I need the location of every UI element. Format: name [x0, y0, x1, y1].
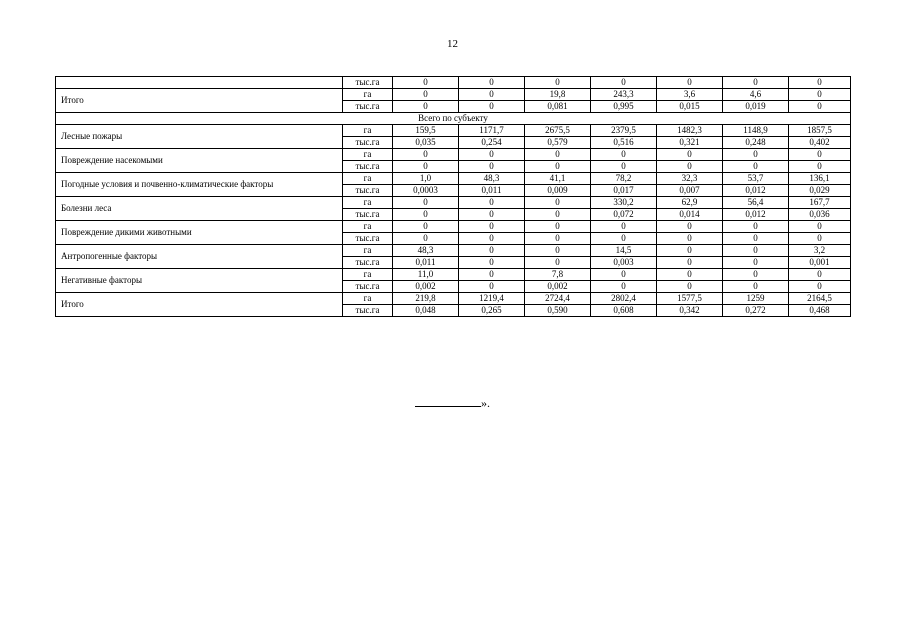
value-cell: 0 [723, 281, 789, 293]
value-cell: 0,590 [525, 305, 591, 317]
unit-cell: тыс.га [343, 257, 393, 269]
value-cell: 0 [657, 149, 723, 161]
value-cell: 1857,5 [789, 125, 851, 137]
value-cell: 0,0003 [393, 185, 459, 197]
value-cell: 0 [789, 161, 851, 173]
value-cell: 14,5 [591, 245, 657, 257]
section-row [56, 113, 851, 125]
value-cell: 0,017 [591, 185, 657, 197]
value-cell: 0 [393, 149, 459, 161]
value-cell: 219,8 [393, 293, 459, 305]
unit-cell: га [343, 125, 393, 137]
table-row [56, 245, 851, 257]
value-cell: 2379,5 [591, 125, 657, 137]
value-cell: 48,3 [459, 173, 525, 185]
value-cell: 0,579 [525, 137, 591, 149]
table-row [56, 149, 851, 161]
value-cell: 0 [657, 233, 723, 245]
value-cell: 0,036 [789, 209, 851, 221]
table-row [56, 125, 851, 137]
value-cell: 0 [393, 89, 459, 101]
row-label: Повреждение дикими животными [56, 221, 343, 245]
value-cell: 0,342 [657, 305, 723, 317]
value-cell: 0 [459, 245, 525, 257]
value-cell: 0 [393, 221, 459, 233]
value-cell: 11,0 [393, 269, 459, 281]
unit-cell: га [343, 197, 393, 209]
value-cell: 53,7 [723, 173, 789, 185]
value-cell: 243,3 [591, 89, 657, 101]
value-cell: 1259 [723, 293, 789, 305]
value-cell: 78,2 [591, 173, 657, 185]
value-cell: 0 [723, 245, 789, 257]
table-row [56, 221, 851, 233]
value-cell: 0,468 [789, 305, 851, 317]
value-cell: 1148,9 [723, 125, 789, 137]
value-cell: 1577,5 [657, 293, 723, 305]
value-cell: 0 [789, 281, 851, 293]
value-cell: 0,002 [393, 281, 459, 293]
value-cell: 0,265 [459, 305, 525, 317]
unit-cell: га [343, 149, 393, 161]
value-cell: 0 [657, 161, 723, 173]
value-cell: 0,516 [591, 137, 657, 149]
value-cell: 32,3 [657, 173, 723, 185]
value-cell: 0,995 [591, 101, 657, 113]
value-cell: 0 [525, 257, 591, 269]
value-cell: 2675,5 [525, 125, 591, 137]
unit-cell: га [343, 293, 393, 305]
value-cell: 0,048 [393, 305, 459, 317]
table-row [56, 197, 851, 209]
value-cell: 0 [525, 149, 591, 161]
value-cell: 0 [591, 269, 657, 281]
value-cell: 0,002 [525, 281, 591, 293]
value-cell: 0,007 [657, 185, 723, 197]
value-cell: 0,321 [657, 137, 723, 149]
value-cell: 0,015 [657, 101, 723, 113]
unit-cell: тыс.га [343, 281, 393, 293]
value-cell: 0 [459, 257, 525, 269]
value-cell: 0,012 [723, 185, 789, 197]
value-cell: 1,0 [393, 173, 459, 185]
value-cell: 0 [789, 77, 851, 89]
value-cell: 136,1 [789, 173, 851, 185]
table-row [56, 293, 851, 305]
value-cell: 0 [723, 269, 789, 281]
value-cell: 0 [657, 281, 723, 293]
value-cell: 0 [591, 281, 657, 293]
value-cell: 0 [393, 161, 459, 173]
value-cell: 0,011 [459, 185, 525, 197]
value-cell: 0 [591, 221, 657, 233]
value-cell: 0 [723, 257, 789, 269]
value-cell: 0,248 [723, 137, 789, 149]
value-cell: 0 [459, 161, 525, 173]
value-cell: 1482,3 [657, 125, 723, 137]
value-cell: 0 [525, 245, 591, 257]
unit-cell: га [343, 221, 393, 233]
value-cell: 0,081 [525, 101, 591, 113]
value-cell: 0 [459, 281, 525, 293]
value-cell: 0 [789, 221, 851, 233]
value-cell: 1219,4 [459, 293, 525, 305]
value-cell: 0 [459, 209, 525, 221]
page-number: 12 [447, 38, 458, 50]
closing-mark [0, 396, 905, 411]
table-row [56, 77, 851, 89]
value-cell: 0 [525, 197, 591, 209]
value-cell: 0 [789, 89, 851, 101]
value-cell: 0,608 [591, 305, 657, 317]
row-label: Болезни леса [56, 197, 343, 221]
value-cell: 0 [525, 233, 591, 245]
value-cell: 0 [789, 233, 851, 245]
value-cell: 0,254 [459, 137, 525, 149]
value-cell: 0 [459, 233, 525, 245]
value-cell: 0 [459, 89, 525, 101]
unit-cell: тыс.га [343, 77, 393, 89]
value-cell: 0,014 [657, 209, 723, 221]
table-row [56, 89, 851, 101]
value-cell: 0,072 [591, 209, 657, 221]
value-cell: 0 [459, 197, 525, 209]
value-cell: 0 [459, 149, 525, 161]
section-title: Всего по субъекту [56, 113, 851, 125]
unit-cell: тыс.га [343, 161, 393, 173]
row-label: Негативные факторы [56, 269, 343, 293]
value-cell: 41,1 [525, 173, 591, 185]
closing-quote: ». [481, 396, 490, 410]
value-cell: 1171,7 [459, 125, 525, 137]
value-cell: 7,8 [525, 269, 591, 281]
value-cell: 0 [591, 149, 657, 161]
value-cell: 48,3 [393, 245, 459, 257]
row-label: Повреждение насекомыми [56, 149, 343, 173]
value-cell: 0 [459, 101, 525, 113]
value-cell: 0 [657, 245, 723, 257]
unit-cell: тыс.га [343, 209, 393, 221]
value-cell: 0 [525, 209, 591, 221]
value-cell: 0 [393, 209, 459, 221]
value-cell: 0 [591, 233, 657, 245]
row-label: Итого [56, 293, 343, 317]
value-cell: 3,2 [789, 245, 851, 257]
value-cell: 0 [459, 269, 525, 281]
row-label: Антропогенные факторы [56, 245, 343, 269]
forest-damage-table [55, 76, 851, 317]
unit-cell: га [343, 89, 393, 101]
value-cell: 0 [459, 221, 525, 233]
unit-cell: тыс.га [343, 305, 393, 317]
value-cell: 0 [591, 77, 657, 89]
unit-cell: тыс.га [343, 185, 393, 197]
unit-cell: тыс.га [343, 137, 393, 149]
unit-cell: га [343, 245, 393, 257]
value-cell: 0 [657, 77, 723, 89]
value-cell: 62,9 [657, 197, 723, 209]
row-label [56, 77, 343, 89]
value-cell: 0 [393, 77, 459, 89]
unit-cell: тыс.га [343, 101, 393, 113]
row-label: Итого [56, 89, 343, 113]
row-label: Лесные пожары [56, 125, 343, 149]
value-cell: 0 [723, 149, 789, 161]
value-cell: 0 [723, 161, 789, 173]
value-cell: 0 [393, 101, 459, 113]
value-cell: 4,6 [723, 89, 789, 101]
value-cell: 0 [525, 161, 591, 173]
value-cell: 0,011 [393, 257, 459, 269]
value-cell: 0,272 [723, 305, 789, 317]
row-label: Погодные условия и почвенно-климатические факторы [56, 173, 343, 197]
value-cell: 0 [525, 77, 591, 89]
value-cell: 0 [723, 233, 789, 245]
value-cell: 0 [789, 269, 851, 281]
value-cell: 56,4 [723, 197, 789, 209]
value-cell: 0 [657, 269, 723, 281]
value-cell: 2802,4 [591, 293, 657, 305]
value-cell: 0 [657, 257, 723, 269]
value-cell: 167,7 [789, 197, 851, 209]
value-cell: 0 [789, 101, 851, 113]
value-cell: 0,003 [591, 257, 657, 269]
groups-body [56, 125, 851, 317]
unit-cell: га [343, 173, 393, 185]
blank-line [415, 396, 481, 407]
value-cell: 0 [393, 233, 459, 245]
table-row [56, 173, 851, 185]
value-cell: 0,035 [393, 137, 459, 149]
value-cell: 159,5 [393, 125, 459, 137]
value-cell: 0 [591, 161, 657, 173]
table-row [56, 269, 851, 281]
value-cell: 3,6 [657, 89, 723, 101]
value-cell: 0,012 [723, 209, 789, 221]
value-cell: 0,019 [723, 101, 789, 113]
value-cell: 0,029 [789, 185, 851, 197]
value-cell: 0,009 [525, 185, 591, 197]
value-cell: 0,402 [789, 137, 851, 149]
value-cell: 0 [789, 149, 851, 161]
value-cell: 0 [657, 221, 723, 233]
value-cell: 2724,4 [525, 293, 591, 305]
value-cell: 0 [723, 221, 789, 233]
value-cell: 0 [525, 221, 591, 233]
value-cell: 19,8 [525, 89, 591, 101]
value-cell: 0,001 [789, 257, 851, 269]
unit-cell: га [343, 269, 393, 281]
value-cell: 0 [723, 77, 789, 89]
value-cell: 2164,5 [789, 293, 851, 305]
unit-cell: тыс.га [343, 233, 393, 245]
value-cell: 0 [459, 77, 525, 89]
value-cell: 0 [393, 197, 459, 209]
value-cell: 330,2 [591, 197, 657, 209]
